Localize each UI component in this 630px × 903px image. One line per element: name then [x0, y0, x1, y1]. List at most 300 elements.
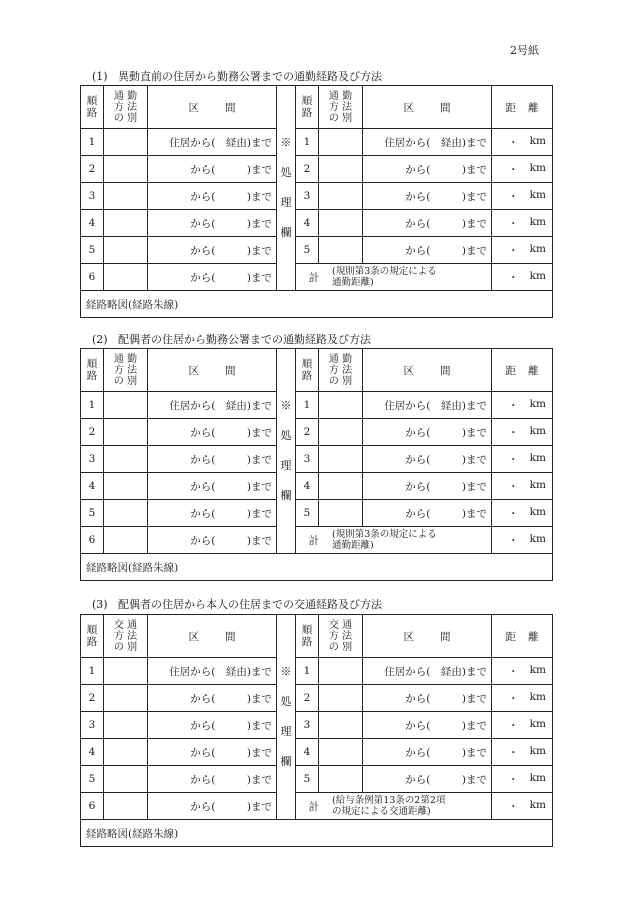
segment-cell[interactable] — [148, 210, 277, 237]
distance-unit: km — [529, 690, 546, 703]
route-row — [81, 129, 553, 156]
distance-value — [492, 452, 552, 467]
method-header-label: 通 勤 方 法 の 別 — [113, 353, 138, 387]
distance-dot: ・ — [508, 507, 519, 520]
route-no: 2 — [88, 692, 96, 704]
segment-header-label: 区間 — [403, 101, 477, 114]
route-no: 5 — [303, 244, 311, 256]
distance-dot: ・ — [508, 480, 519, 493]
segment-cell[interactable] — [148, 183, 277, 210]
total-note: (給与条例第13条の2第2項 の規定による交通距離) — [332, 795, 446, 817]
route-row — [81, 793, 553, 820]
distance-cell[interactable] — [492, 210, 553, 237]
route-no-cell — [296, 237, 319, 264]
route-table-3 — [80, 614, 553, 847]
segment-text: から( )まで — [190, 163, 272, 176]
route-no-cell — [81, 658, 104, 685]
route-header — [81, 349, 104, 392]
segment-cell[interactable] — [148, 712, 277, 739]
distance-cell[interactable] — [492, 473, 553, 500]
form-number: 2号紙 — [510, 44, 539, 57]
distance-value — [492, 270, 552, 285]
method-cell[interactable] — [104, 739, 148, 766]
route-no-cell — [81, 210, 104, 237]
total-label-group — [296, 529, 491, 551]
route-no: 4 — [88, 217, 96, 229]
section-number: (3) — [92, 598, 108, 611]
method-header — [319, 615, 363, 658]
route-no-cell — [296, 446, 319, 473]
segment-cell[interactable] — [148, 793, 277, 820]
segment-text: から( )まで — [190, 271, 272, 284]
segment-header — [363, 615, 492, 658]
distance-value — [492, 398, 552, 413]
distance-dot: ・ — [508, 665, 519, 678]
segment-cell[interactable] — [363, 183, 492, 210]
section-number: (2) — [92, 333, 108, 346]
segment-text: から( )まで — [190, 453, 272, 466]
distance-unit: km — [529, 532, 546, 545]
distance-cell[interactable] — [492, 712, 553, 739]
route-no-cell — [296, 183, 319, 210]
distance-dot: ・ — [508, 217, 519, 230]
total-cell — [296, 793, 492, 820]
segment-text: から( )まで — [405, 773, 487, 786]
route-no: 4 — [88, 480, 96, 492]
segment-cell[interactable] — [148, 685, 277, 712]
segment-cell[interactable] — [363, 473, 492, 500]
method-cell[interactable] — [319, 500, 363, 527]
segment-cell[interactable] — [363, 500, 492, 527]
segment-text: から( )まで — [405, 453, 487, 466]
route-row — [81, 685, 553, 712]
distance-dot: ・ — [508, 692, 519, 705]
route-no-cell — [81, 264, 104, 291]
route-row — [81, 658, 553, 685]
route-no: 4 — [303, 217, 311, 229]
distance-dot: ・ — [508, 136, 519, 149]
segment-cell[interactable] — [363, 129, 492, 156]
segment-header-label: 区間 — [403, 364, 477, 377]
table-body — [81, 615, 553, 847]
distance-value — [492, 664, 552, 679]
segment-text: から( )まで — [190, 692, 272, 705]
route-map-row — [81, 554, 553, 581]
route-no-cell — [81, 739, 104, 766]
shori-column — [277, 349, 296, 554]
method-header — [319, 86, 363, 129]
segment-text: 住居から( 経由)まで — [384, 399, 487, 412]
segment-cell[interactable] — [148, 473, 277, 500]
method-cell[interactable] — [104, 419, 148, 446]
total-distance-cell[interactable] — [492, 264, 553, 291]
route-header — [296, 86, 319, 129]
method-cell[interactable] — [104, 129, 148, 156]
method-cell[interactable] — [319, 739, 363, 766]
method-cell[interactable] — [319, 129, 363, 156]
header-row — [81, 86, 553, 129]
method-cell[interactable] — [104, 685, 148, 712]
segment-cell[interactable] — [148, 237, 277, 264]
route-no-cell — [81, 712, 104, 739]
method-cell[interactable] — [104, 658, 148, 685]
method-cell[interactable] — [319, 392, 363, 419]
method-cell[interactable] — [104, 766, 148, 793]
route-map-cell[interactable] — [81, 291, 553, 318]
method-header — [104, 349, 148, 392]
route-no-cell — [296, 392, 319, 419]
route-table-2 — [80, 348, 553, 581]
distance-value — [492, 162, 552, 177]
segment-cell[interactable] — [363, 739, 492, 766]
route-no: 2 — [88, 426, 96, 438]
method-cell[interactable] — [319, 473, 363, 500]
method-cell[interactable] — [104, 156, 148, 183]
shori-column — [277, 86, 296, 291]
method-cell[interactable] — [104, 392, 148, 419]
segment-text: から( )まで — [405, 719, 487, 732]
distance-unit: km — [529, 269, 546, 282]
method-cell[interactable] — [104, 473, 148, 500]
route-no: 6 — [88, 271, 96, 283]
route-no-cell — [81, 392, 104, 419]
distance-dot: ・ — [508, 534, 519, 547]
method-cell[interactable] — [104, 237, 148, 264]
method-header — [319, 349, 363, 392]
route-row — [81, 500, 553, 527]
method-header — [104, 86, 148, 129]
segment-cell[interactable] — [148, 446, 277, 473]
segment-cell[interactable] — [363, 446, 492, 473]
segment-text: から( )まで — [190, 746, 272, 759]
distance-cell[interactable] — [492, 766, 553, 793]
segment-text: から( )まで — [190, 719, 272, 732]
distance-cell[interactable] — [492, 129, 553, 156]
distance-unit: km — [529, 424, 546, 437]
segment-cell[interactable] — [363, 419, 492, 446]
total-note: (規則第3条の規定による 通勤距離) — [332, 266, 437, 288]
segment-cell[interactable] — [148, 658, 277, 685]
distance-unit: km — [529, 663, 546, 676]
route-header — [296, 349, 319, 392]
route-no: 2 — [303, 163, 311, 175]
distance-cell[interactable] — [492, 237, 553, 264]
section-title-1 — [92, 68, 382, 84]
segment-text: から( )まで — [190, 244, 272, 257]
segment-text: 住居から( 経由)まで — [384, 665, 487, 678]
total-label: 計 — [308, 800, 320, 813]
segment-text: から( )まで — [190, 480, 272, 493]
segment-cell[interactable] — [148, 264, 277, 291]
total-note: (規則第3条の規定による 通勤距離) — [332, 529, 437, 551]
distance-value — [492, 718, 552, 733]
route-no-cell — [81, 793, 104, 820]
route-map-label: 経路略図(経路朱線) — [86, 561, 179, 574]
distance-dot: ・ — [508, 453, 519, 466]
segment-cell[interactable] — [363, 156, 492, 183]
route-row — [81, 156, 553, 183]
route-no: 5 — [303, 773, 311, 785]
distance-unit: km — [529, 505, 546, 518]
segment-cell[interactable] — [363, 658, 492, 685]
method-cell[interactable] — [104, 793, 148, 820]
route-map-label: 経路略図(経路朱線) — [86, 298, 179, 311]
method-header-label: 通 勤 方 法 の 別 — [328, 90, 353, 124]
route-no-cell — [81, 473, 104, 500]
route-header — [296, 615, 319, 658]
segment-text: 住居から( 経由)まで — [169, 136, 272, 149]
total-distance-cell[interactable] — [492, 793, 553, 820]
route-map-row — [81, 291, 553, 318]
segment-text: 住居から( 経由)まで — [384, 136, 487, 149]
distance-value — [492, 799, 552, 814]
route-header-label: 順路 — [301, 95, 313, 119]
method-cell[interactable] — [319, 156, 363, 183]
route-row — [81, 392, 553, 419]
route-map-label: 経路略図(経路朱線) — [86, 827, 179, 840]
distance-cell[interactable] — [492, 419, 553, 446]
distance-dot: ・ — [508, 746, 519, 759]
route-header — [81, 86, 104, 129]
distance-unit: km — [529, 397, 546, 410]
distance-value — [492, 691, 552, 706]
route-no-cell — [81, 237, 104, 264]
distance-dot: ・ — [508, 190, 519, 203]
method-cell[interactable] — [319, 658, 363, 685]
segment-header — [148, 615, 277, 658]
distance-value — [492, 533, 552, 548]
route-no-cell — [81, 419, 104, 446]
route-map-cell[interactable] — [81, 554, 553, 581]
route-no: 1 — [303, 665, 311, 677]
section-title-text: 配偶者の住居から勤務公署までの通勤経路及び方法 — [118, 333, 371, 346]
header-row — [81, 615, 553, 658]
route-no: 4 — [88, 746, 96, 758]
route-no: 1 — [88, 665, 96, 677]
distance-value — [492, 216, 552, 231]
distance-dot: ・ — [508, 800, 519, 813]
route-no: 3 — [88, 453, 96, 465]
route-no-cell — [81, 156, 104, 183]
method-cell[interactable] — [104, 183, 148, 210]
segment-cell[interactable] — [363, 392, 492, 419]
segment-text: から( )まで — [190, 800, 272, 813]
segment-cell[interactable] — [148, 419, 277, 446]
method-cell[interactable] — [319, 685, 363, 712]
total-label-group — [296, 266, 491, 288]
shori-column — [277, 615, 296, 820]
method-cell[interactable] — [104, 264, 148, 291]
distance-cell[interactable] — [492, 183, 553, 210]
method-cell[interactable] — [319, 712, 363, 739]
route-no: 6 — [88, 534, 96, 546]
segment-header-label: 区間 — [188, 364, 262, 377]
section-title-text: 配偶者の住居から本人の住居までの交通経路及び方法 — [118, 598, 382, 611]
route-row — [81, 473, 553, 500]
shori-label: ※処理欄 — [280, 665, 292, 768]
segment-text: から( )まで — [405, 746, 487, 759]
segment-cell[interactable] — [363, 237, 492, 264]
method-cell[interactable] — [319, 419, 363, 446]
method-cell[interactable] — [319, 183, 363, 210]
table-body — [81, 349, 553, 581]
route-no-cell — [296, 685, 319, 712]
route-map-cell[interactable] — [81, 820, 553, 847]
total-distance-cell[interactable] — [492, 527, 553, 554]
segment-text: から( )まで — [405, 480, 487, 493]
route-no: 1 — [88, 399, 96, 411]
route-no: 4 — [303, 480, 311, 492]
route-header-label: 順路 — [86, 358, 98, 382]
route-no-cell — [81, 446, 104, 473]
distance-unit: km — [529, 161, 546, 174]
distance-cell[interactable] — [492, 156, 553, 183]
method-cell[interactable] — [104, 210, 148, 237]
route-no: 6 — [88, 800, 96, 812]
route-no: 3 — [303, 190, 311, 202]
route-map-row — [81, 820, 553, 847]
method-header — [104, 615, 148, 658]
total-label: 計 — [308, 271, 320, 284]
route-no: 3 — [303, 719, 311, 731]
route-table-1 — [80, 85, 553, 318]
route-no-cell — [296, 156, 319, 183]
route-no-cell — [296, 739, 319, 766]
method-cell[interactable] — [319, 237, 363, 264]
route-no: 2 — [88, 163, 96, 175]
segment-header — [363, 349, 492, 392]
distance-header — [492, 86, 553, 129]
distance-header — [492, 349, 553, 392]
distance-cell[interactable] — [492, 658, 553, 685]
section-title-2 — [92, 331, 371, 347]
segment-text: から( )まで — [190, 190, 272, 203]
route-no-cell — [81, 766, 104, 793]
segment-cell[interactable] — [363, 210, 492, 237]
route-header — [81, 615, 104, 658]
distance-cell[interactable] — [492, 685, 553, 712]
method-cell[interactable] — [104, 446, 148, 473]
route-no-cell — [81, 183, 104, 210]
method-cell[interactable] — [319, 210, 363, 237]
method-header-label: 交 通 方 法 の 別 — [328, 619, 353, 653]
distance-dot: ・ — [508, 719, 519, 732]
route-no-cell — [81, 527, 104, 554]
segment-cell[interactable] — [148, 500, 277, 527]
distance-cell[interactable] — [492, 500, 553, 527]
segment-cell[interactable] — [148, 766, 277, 793]
section-title-3 — [92, 596, 382, 612]
segment-cell[interactable] — [148, 527, 277, 554]
route-row — [81, 712, 553, 739]
distance-cell[interactable] — [492, 392, 553, 419]
distance-value — [492, 479, 552, 494]
route-row — [81, 264, 553, 291]
distance-dot: ・ — [508, 244, 519, 257]
route-no: 2 — [303, 692, 311, 704]
route-no-cell — [296, 129, 319, 156]
distance-header — [492, 615, 553, 658]
segment-cell[interactable] — [363, 712, 492, 739]
method-cell[interactable] — [104, 500, 148, 527]
route-row — [81, 739, 553, 766]
segment-cell[interactable] — [148, 129, 277, 156]
distance-value — [492, 745, 552, 760]
distance-dot: ・ — [508, 399, 519, 412]
segment-text: から( )まで — [405, 190, 487, 203]
distance-dot: ・ — [508, 271, 519, 284]
distance-value — [492, 772, 552, 787]
route-no-cell — [296, 500, 319, 527]
distance-header-label: 距離 — [505, 364, 551, 377]
method-cell[interactable] — [319, 766, 363, 793]
segment-cell[interactable] — [363, 766, 492, 793]
route-row — [81, 527, 553, 554]
segment-cell[interactable] — [148, 392, 277, 419]
route-header-label: 順路 — [86, 624, 98, 648]
segment-header — [148, 86, 277, 129]
route-row — [81, 419, 553, 446]
route-no: 5 — [88, 507, 96, 519]
route-header-label: 順路 — [301, 358, 313, 382]
section-number: (1) — [92, 70, 108, 83]
segment-cell[interactable] — [148, 156, 277, 183]
route-no-cell — [81, 500, 104, 527]
segment-text: から( )まで — [190, 217, 272, 230]
route-no: 2 — [303, 426, 311, 438]
segment-cell[interactable] — [363, 685, 492, 712]
route-no: 3 — [88, 719, 96, 731]
route-no: 5 — [88, 244, 96, 256]
segment-text: から( )まで — [405, 692, 487, 705]
route-no-cell — [81, 129, 104, 156]
segment-text: 住居から( 経由)まで — [169, 665, 272, 678]
distance-dot: ・ — [508, 773, 519, 786]
segment-text: から( )まで — [190, 773, 272, 786]
method-cell[interactable] — [319, 446, 363, 473]
distance-unit: km — [529, 478, 546, 491]
distance-cell[interactable] — [492, 739, 553, 766]
distance-value — [492, 243, 552, 258]
distance-unit: km — [529, 771, 546, 784]
segment-text: から( )まで — [405, 507, 487, 520]
route-no-cell — [296, 210, 319, 237]
route-no-cell — [296, 766, 319, 793]
route-no-cell — [296, 712, 319, 739]
segment-cell[interactable] — [148, 739, 277, 766]
segment-header-label: 区間 — [188, 630, 262, 643]
shori-label: ※処理欄 — [280, 399, 292, 502]
distance-value — [492, 135, 552, 150]
segment-text: から( )まで — [190, 426, 272, 439]
distance-unit: km — [529, 215, 546, 228]
segment-text: 住居から( 経由)まで — [169, 399, 272, 412]
method-cell[interactable] — [104, 527, 148, 554]
distance-cell[interactable] — [492, 446, 553, 473]
method-cell[interactable] — [104, 712, 148, 739]
method-header-label: 交 通 方 法 の 別 — [113, 619, 138, 653]
distance-dot: ・ — [508, 426, 519, 439]
route-header-label: 順路 — [301, 624, 313, 648]
total-label: 計 — [308, 534, 320, 547]
distance-unit: km — [529, 798, 546, 811]
table-body — [81, 86, 553, 318]
distance-header-label: 距離 — [505, 630, 551, 643]
route-header-label: 順路 — [86, 95, 98, 119]
route-row — [81, 237, 553, 264]
route-row — [81, 766, 553, 793]
segment-header-label: 区間 — [403, 630, 477, 643]
